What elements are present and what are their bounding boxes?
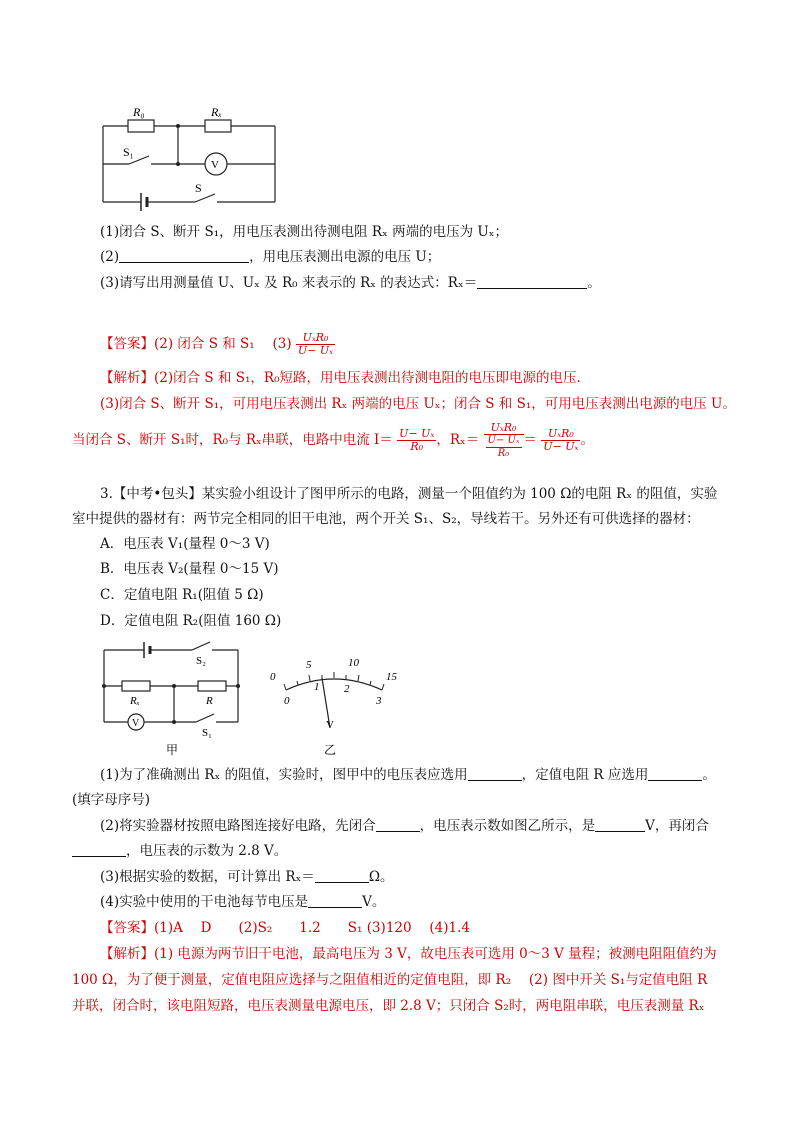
q2-analysis-1	[100, 368, 581, 388]
q3-option-a: A．电压表 V₁(量程 0～3 V)	[100, 536, 270, 552]
q2-analysis-2: (3)闭合 S、断开 S₁，可用电压表测出 Rₓ 两端的电压 Uₓ；闭合 S 和 S₁，可用电压表测出电源的电压 U。	[100, 396, 736, 412]
jia-label-rx: Rₓ	[130, 695, 140, 707]
q3-p1-blank-2[interactable]	[648, 768, 702, 781]
q3-part2	[100, 816, 709, 836]
yi-bottom-3: 3	[376, 695, 382, 707]
label-s: S	[195, 181, 202, 195]
q2-f2-inner-num: U− Uₓ	[487, 434, 520, 446]
jia-caption: 甲	[166, 743, 179, 757]
yi-bottom-2: 2	[344, 683, 350, 695]
q2-end: 。	[580, 432, 594, 448]
q2-answer-den: U− Uₓ	[297, 344, 334, 357]
q2-step1: (1)闭合 S、断开 S₁，用电压表测出待测电阻 Rₓ 两端的电压为 Uₓ；	[100, 224, 508, 240]
q2-answer	[100, 330, 335, 358]
yi-top-10: 10	[348, 657, 359, 669]
q2-step2-pre: (2)	[100, 249, 120, 265]
q3-answer-label: 【答案】	[100, 920, 154, 936]
q3-p2-c: V，再闭合	[645, 818, 709, 834]
q3-p2-blank-1[interactable]	[376, 819, 420, 832]
q2-eq: ＝	[523, 432, 537, 448]
q3-p2-blank-2[interactable]	[595, 819, 645, 832]
yi-bottom-0: 0	[284, 695, 290, 707]
q2-step3	[100, 273, 601, 293]
q2-step2-blank[interactable]	[119, 250, 249, 263]
q3-option-b: B．电压表 V₂(量程 0～15 V)	[100, 561, 279, 577]
yi-label-v: V	[326, 719, 334, 731]
q3-p1-c: 。	[702, 767, 716, 783]
q3-p4-b: V。	[362, 894, 386, 910]
q2-step3-pre: (3)请写出用测量值 U、Uₓ 及 R₀ 来表示的 Rₓ 的表达式：Rₓ＝	[100, 275, 478, 291]
jia-label-r: R	[206, 695, 213, 707]
q3-answer	[100, 918, 470, 938]
yi-top-15: 15	[386, 671, 397, 683]
q2-f2-den	[484, 435, 524, 460]
jia-label-s2: S₂	[196, 655, 206, 667]
q2-analysis-label: 【解析】	[100, 370, 154, 386]
label-rx: Rₓ	[211, 105, 222, 119]
q3-analysis-label: 【解析】	[100, 946, 154, 962]
q2-f2-num: UₓR₀	[484, 422, 524, 435]
q3-stem-2: 室中提供的器材有：两节完全相同的旧干电池，两个开关 S₁、S₂，导线若干。另外还有可供选择的器材：	[72, 511, 700, 527]
q2-analysis-3-pre: 当闭合 S、断开 S₁时，R₀与 Rₓ串联，电路中电流 I＝	[72, 432, 393, 448]
yi-top-5: 5	[306, 659, 312, 671]
q2-step2	[100, 247, 440, 267]
q3-p3-blank[interactable]	[315, 870, 369, 883]
q2-f1-num: U− Uₓ	[399, 427, 435, 440]
q3-analysis-2: 100 Ω，为了便于测量，定值电阻应选择与之阻值相近的定值电阻，即 R₂ (2) 图中开关 S₁与定值电阻 R	[72, 972, 708, 988]
q3-option-d: D．定值电阻 R₂(阻值 160 Ω)	[100, 613, 282, 629]
q2-answer-num: UₓR₀	[296, 332, 335, 345]
q3-analysis-1	[100, 944, 717, 964]
q2-current-fraction	[397, 428, 436, 453]
q2-step3-post: 。	[587, 275, 601, 291]
q3-part1	[100, 765, 716, 785]
jia-label-v: V	[132, 718, 140, 729]
q3-p1-a: (1)为了准确测出 Rₓ 的阻值，实验时，图甲中的电压表应选用	[100, 767, 468, 783]
q3-part2-cont	[72, 841, 287, 861]
q2-f3-den: U− Uₓ	[543, 440, 579, 453]
q3-p1-blank-1[interactable]	[468, 768, 522, 781]
q3-analysis-3: 并联，闭合时，该电阻短路，电压表测量电源电压，即 2.8 V；只闭合 S₂时，两电阻串联，电压表测量 Rₓ	[72, 998, 705, 1014]
q3-p2-a: (2)将实验器材按照电路图连接好电路，先闭合	[100, 818, 376, 834]
q2-f2-inner-den: R₀	[497, 447, 510, 459]
q2-f3-num: UₓR₀	[541, 428, 580, 441]
yi-caption: 乙	[324, 743, 337, 757]
q3-analysis-1-text: (1) 电源为两节旧干电池，最高电压为 3 V，故电压表可选用 0～3 V 量程；被测电阻阻值约为	[154, 946, 717, 962]
q3-figure-yi	[264, 650, 414, 762]
q3-p4-a: (4)实验中使用的干电池每节电压是	[100, 894, 309, 910]
q3-stem-1: 3.【中考•包头】某实验小组设计了图甲所示的电路，测量一个阻值约为 100 Ω的电阻 Rₓ 的阻值，实验	[100, 486, 718, 502]
q2-rx-fraction	[484, 422, 524, 460]
q3-p1-b: ，定值电阻 R 应选用	[521, 767, 649, 783]
q2-analysis-3-mid: ，Rₓ＝	[436, 432, 480, 448]
label-r0: R₀	[133, 105, 145, 119]
q2-step2-post: ，用电压表测出电源的电压 U；	[249, 249, 441, 265]
q3-p4-blank[interactable]	[308, 895, 362, 908]
q3-p2-blank-3[interactable]	[72, 844, 126, 857]
q2-answer-label: 【答案】	[100, 336, 154, 352]
label-v: V	[211, 159, 219, 171]
q3-part4	[100, 892, 385, 912]
yi-bottom-1: 1	[314, 681, 320, 693]
q3-p1-d: (填字母序号)	[72, 792, 151, 808]
q3-p3-b: Ω。	[368, 869, 394, 885]
q2-answer-fraction	[296, 332, 335, 357]
q2-final-fraction	[541, 428, 580, 453]
q2-analysis-1-text: (2)闭合 S 和 S₁，R₀短路，用电压表测出待测电阻的电压即电源的电压.	[154, 370, 581, 386]
q2-f1-den: R₀	[410, 440, 424, 453]
q2-step3-blank[interactable]	[477, 276, 587, 289]
q3-p2-d: ，电压表的示数为 2.8 V。	[126, 843, 288, 859]
label-s1: S₁	[123, 145, 134, 159]
q3-part3	[100, 867, 394, 887]
q2-analysis-3	[72, 420, 594, 460]
q3-p2-b: ，电压表示数如图乙所示，是	[419, 818, 596, 834]
q3-figure-jia	[96, 636, 246, 760]
q3-answer-text: (1)A D (2)S₂ 1.2 S₁ (3)120 (4)1.4	[154, 920, 470, 936]
q2-answer-text: (2) 闭合 S 和 S₁ (3)	[154, 336, 292, 352]
jia-label-s1: S₁	[202, 727, 212, 739]
yi-top-0: 0	[270, 671, 276, 683]
q2-circuit-diagram	[95, 98, 285, 218]
q3-option-c: C．定值电阻 R₁(阻值 5 Ω)	[100, 587, 264, 603]
q3-p3-a: (3)根据实验的数据，可计算出 Rₓ＝	[100, 869, 315, 885]
